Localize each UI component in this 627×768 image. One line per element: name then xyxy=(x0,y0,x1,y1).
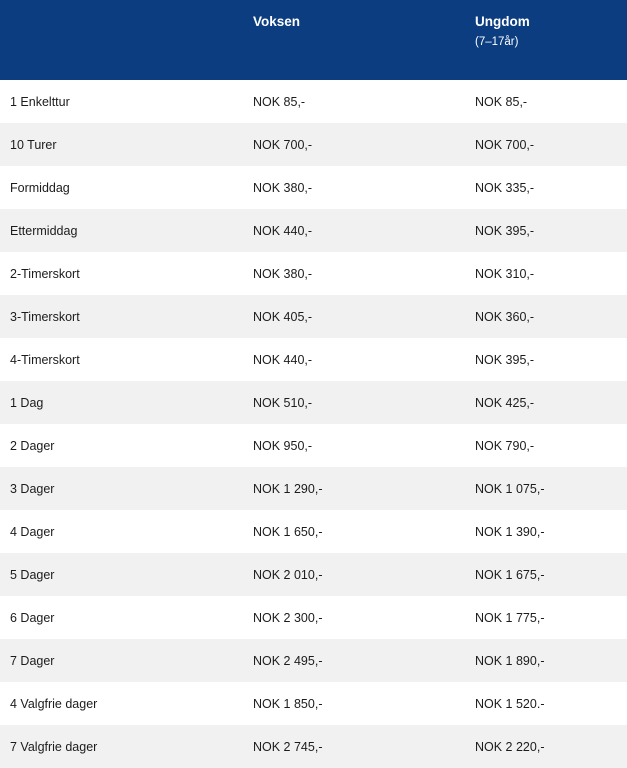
table-header-row xyxy=(0,0,627,80)
table-row xyxy=(0,338,627,381)
cell-product: Formiddag xyxy=(0,166,243,209)
cell-ungdom-price: NOK 2 220,- xyxy=(465,725,627,768)
cell-ungdom-price: NOK 1 075,- xyxy=(465,467,627,510)
cell-ungdom-price: NOK 85,- xyxy=(465,80,627,123)
cell-voksen-price: NOK 510,- xyxy=(243,381,465,424)
cell-voksen-price: NOK 2 745,- xyxy=(243,725,465,768)
cell-product: 7 Valgfrie dager xyxy=(0,725,243,768)
cell-voksen-price: NOK 1 850,- xyxy=(243,682,465,725)
table-row xyxy=(0,166,627,209)
cell-voksen-price: NOK 1 650,- xyxy=(243,510,465,553)
cell-ungdom-price: NOK 1 890,- xyxy=(465,639,627,682)
cell-voksen-price: NOK 700,- xyxy=(243,123,465,166)
cell-ungdom-price: NOK 1 520.- xyxy=(465,682,627,725)
table-row xyxy=(0,682,627,725)
cell-ungdom-price: NOK 1 775,- xyxy=(465,596,627,639)
cell-ungdom-price: NOK 310,- xyxy=(465,252,627,295)
cell-product: 10 Turer xyxy=(0,123,243,166)
cell-ungdom-price: NOK 1 390,- xyxy=(465,510,627,553)
cell-product: 6 Dager xyxy=(0,596,243,639)
cell-product: 4 Valgfrie dager xyxy=(0,682,243,725)
table-row xyxy=(0,596,627,639)
column-header-product xyxy=(0,0,243,80)
cell-voksen-price: NOK 405,- xyxy=(243,295,465,338)
table-row xyxy=(0,510,627,553)
table-row xyxy=(0,424,627,467)
cell-product: 2 Dager xyxy=(0,424,243,467)
cell-voksen-price: NOK 380,- xyxy=(243,252,465,295)
cell-ungdom-price: NOK 335,- xyxy=(465,166,627,209)
cell-product: 2-Timerskort xyxy=(0,252,243,295)
table-row xyxy=(0,123,627,166)
cell-ungdom-price: NOK 700,- xyxy=(465,123,627,166)
table-row xyxy=(0,80,627,123)
cell-voksen-price: NOK 950,- xyxy=(243,424,465,467)
table-row xyxy=(0,295,627,338)
cell-ungdom-price: NOK 395,- xyxy=(465,338,627,381)
cell-product: 1 Enkelttur xyxy=(0,80,243,123)
column-header-ungdom-sublabel: (7–17år) xyxy=(475,36,519,48)
cell-voksen-price: NOK 440,- xyxy=(243,338,465,381)
cell-product: Ettermiddag xyxy=(0,209,243,252)
table-row xyxy=(0,381,627,424)
table-header xyxy=(0,0,627,80)
column-header-ungdom-label: Ungdom xyxy=(475,14,530,29)
table-body xyxy=(0,80,627,768)
column-header-voksen xyxy=(243,0,465,80)
cell-product: 5 Dager xyxy=(0,553,243,596)
cell-voksen-price: NOK 380,- xyxy=(243,166,465,209)
table-row xyxy=(0,639,627,682)
cell-product: 4-Timerskort xyxy=(0,338,243,381)
cell-ungdom-price: NOK 360,- xyxy=(465,295,627,338)
cell-voksen-price: NOK 85,- xyxy=(243,80,465,123)
cell-ungdom-price: NOK 790,- xyxy=(465,424,627,467)
table-row xyxy=(0,209,627,252)
table-row xyxy=(0,553,627,596)
column-header-voksen-label: Voksen xyxy=(253,14,301,29)
cell-product: 3 Dager xyxy=(0,467,243,510)
cell-product: 1 Dag xyxy=(0,381,243,424)
cell-ungdom-price: NOK 395,- xyxy=(465,209,627,252)
table-row xyxy=(0,252,627,295)
table-row xyxy=(0,725,627,768)
cell-ungdom-price: NOK 425,- xyxy=(465,381,627,424)
cell-voksen-price: NOK 2 300,- xyxy=(243,596,465,639)
cell-voksen-price: NOK 440,- xyxy=(243,209,465,252)
cell-voksen-price: NOK 2 010,- xyxy=(243,553,465,596)
cell-product: 7 Dager xyxy=(0,639,243,682)
table-row xyxy=(0,467,627,510)
cell-ungdom-price: NOK 1 675,- xyxy=(465,553,627,596)
cell-product: 3-Timerskort xyxy=(0,295,243,338)
cell-voksen-price: NOK 2 495,- xyxy=(243,639,465,682)
cell-voksen-price: NOK 1 290,- xyxy=(243,467,465,510)
column-header-ungdom xyxy=(465,0,627,80)
cell-product: 4 Dager xyxy=(0,510,243,553)
